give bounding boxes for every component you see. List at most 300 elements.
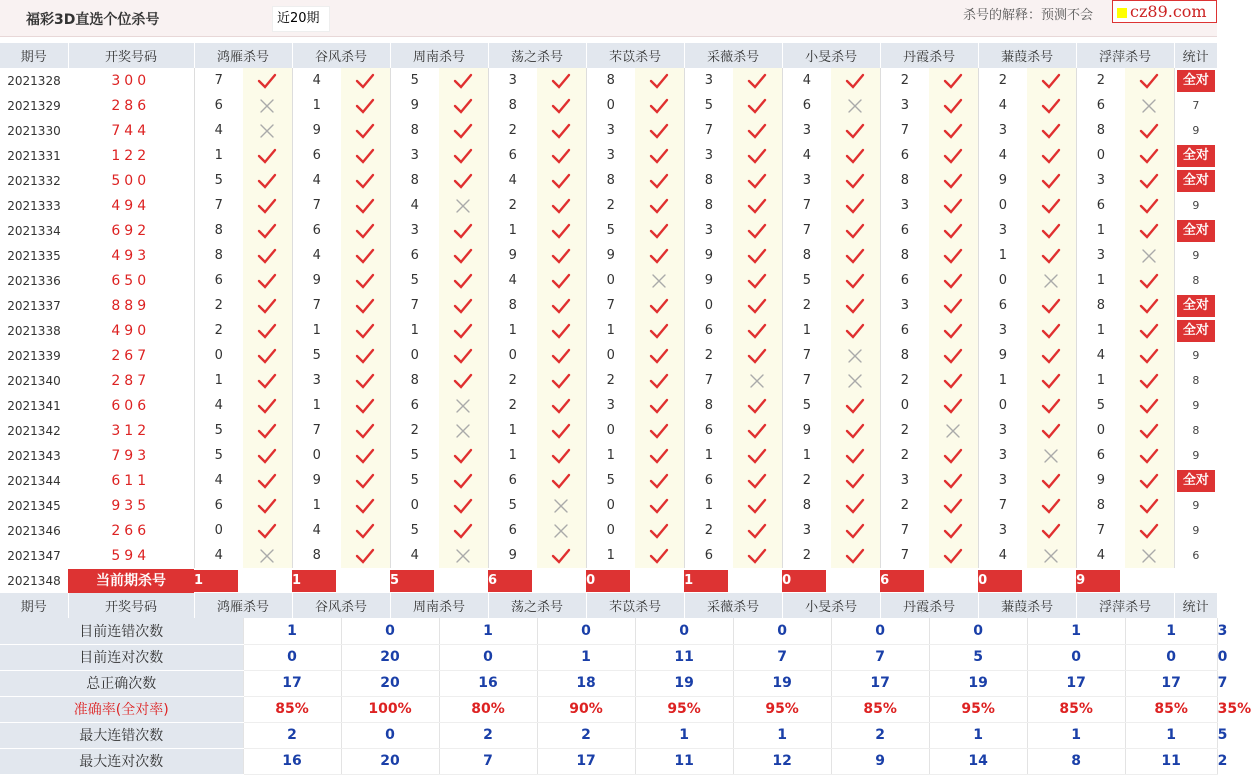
- kill-number: 6: [998, 298, 1008, 313]
- summary-value: 1: [929, 722, 1027, 748]
- check-icon: [1041, 323, 1061, 339]
- check-icon: [943, 523, 963, 539]
- all-correct-badge: 全对: [1177, 170, 1215, 192]
- site-logo[interactable]: [1112, 0, 1217, 23]
- draw-number: 266: [68, 518, 194, 543]
- kill-number: 7: [900, 523, 909, 538]
- check-icon: [1041, 473, 1061, 489]
- hit-mark: [537, 393, 586, 418]
- current-kill-cell: [978, 568, 1076, 593]
- check-icon: [453, 223, 473, 239]
- hit-mark: [1027, 318, 1076, 343]
- current-issue-row: [0, 568, 1217, 593]
- row-stat: [1174, 93, 1217, 118]
- issue-cell: 2021331: [7, 148, 61, 163]
- check-icon: [1041, 498, 1061, 514]
- hit-mark: [635, 518, 684, 543]
- check-icon: [551, 223, 571, 239]
- issue-cell: 2021344: [7, 473, 61, 488]
- kill-number: 6: [508, 473, 517, 488]
- issue-cell: 2021329: [7, 98, 61, 113]
- hit-mark: [341, 543, 390, 568]
- hit-mark: [1027, 68, 1076, 93]
- kill-number: 3: [1096, 173, 1106, 188]
- kill-number: 8: [1096, 298, 1106, 313]
- draw-number: 287: [68, 368, 194, 393]
- hit-mark: [537, 143, 586, 168]
- hit-mark: [1125, 518, 1174, 543]
- draw-number: 312: [68, 418, 194, 443]
- kill-number: 7: [312, 298, 321, 313]
- hit-mark: [635, 243, 684, 268]
- hit-mark: [733, 193, 782, 218]
- kill-number: 3: [606, 148, 615, 163]
- draw-number: 493: [68, 243, 194, 268]
- kill-number: 4: [214, 473, 223, 488]
- hit-mark: [1027, 243, 1076, 268]
- hit-mark: [1125, 468, 1174, 493]
- hit-mark: [537, 68, 586, 93]
- kill-number: 9: [410, 98, 419, 113]
- hit-mark: [537, 293, 586, 318]
- hit-mark: [635, 418, 684, 443]
- kill-number: 8: [606, 173, 615, 188]
- summary-value: 1: [1027, 722, 1125, 748]
- check-icon: [747, 223, 767, 239]
- hit-mark: [537, 193, 586, 218]
- hit-mark: [635, 468, 684, 493]
- hit-mark: [439, 543, 488, 568]
- current-kill-number: 1: [684, 570, 728, 592]
- check-icon: [355, 123, 375, 139]
- row-stat: [1174, 518, 1217, 543]
- hit-mark: [1027, 268, 1076, 293]
- check-icon: [1041, 198, 1061, 214]
- check-icon: [355, 98, 375, 114]
- hit-mark: [439, 268, 488, 293]
- summary-value: 20: [341, 644, 439, 670]
- kill-number: 5: [802, 398, 811, 413]
- summary-value: 0: [243, 644, 341, 670]
- hit-mark: [733, 393, 782, 418]
- current-kill-label: 当前期杀号: [68, 569, 194, 593]
- hit-mark: [733, 93, 782, 118]
- hit-mark: [635, 543, 684, 568]
- kill-number: 1: [606, 548, 615, 563]
- issue-cell: 2021341: [7, 398, 61, 413]
- summary-value: 11: [635, 644, 733, 670]
- hit-mark: [1027, 93, 1076, 118]
- hit-mark: [733, 368, 782, 393]
- kill-number: 8: [900, 348, 909, 363]
- hit-mark: [243, 293, 292, 318]
- current-kill-number: 1: [292, 570, 336, 592]
- kill-number: 3: [998, 448, 1008, 463]
- kill-number: 7: [1096, 523, 1106, 538]
- check-icon: [453, 273, 473, 289]
- check-icon: [747, 273, 767, 289]
- kill-number: 5: [410, 273, 419, 288]
- summary-value: 11: [1125, 748, 1217, 774]
- table-row: [0, 493, 1217, 518]
- hit-mark: [341, 418, 390, 443]
- hit-mark: [243, 368, 292, 393]
- hit-mark: [1027, 168, 1076, 193]
- hit-mark: [831, 518, 880, 543]
- check-icon: [747, 348, 767, 364]
- table-row: [0, 243, 1217, 268]
- kill-number: 8: [214, 248, 223, 263]
- check-icon: [1041, 73, 1061, 89]
- hit-mark: [831, 268, 880, 293]
- hit-mark: [635, 318, 684, 343]
- kill-number: 8: [900, 173, 909, 188]
- check-icon: [845, 523, 865, 539]
- correct-count: 9: [1192, 449, 1200, 462]
- check-icon: [1041, 223, 1061, 239]
- summary-value: 85%: [243, 696, 341, 722]
- current-kill-cell: [1076, 568, 1174, 593]
- kill-number: 1: [802, 323, 811, 338]
- summary-value: 7: [831, 644, 929, 670]
- hit-mark: [635, 368, 684, 393]
- kill-number: 3: [802, 523, 811, 538]
- check-icon: [1139, 423, 1159, 439]
- draw-number: 122: [68, 143, 194, 168]
- hit-mark: [439, 468, 488, 493]
- hit-mark: [733, 518, 782, 543]
- draw-number: 889: [68, 293, 194, 318]
- kill-number: 1: [606, 323, 615, 338]
- hit-mark: [929, 243, 978, 268]
- check-icon: [551, 123, 571, 139]
- col-header-expert: 丹霞杀号: [880, 593, 978, 618]
- current-kill-number: 9: [1076, 570, 1120, 592]
- current-kill-number: 0: [978, 570, 1022, 592]
- kill-number: 0: [508, 348, 517, 363]
- kill-number: 7: [410, 298, 419, 313]
- check-icon: [1139, 523, 1159, 539]
- row-stat: [1174, 318, 1217, 343]
- kill-number: 3: [998, 223, 1008, 238]
- check-icon: [551, 548, 571, 564]
- kill-number: 4: [508, 173, 517, 188]
- hit-mark: [1125, 143, 1174, 168]
- summary-value: 0: [439, 644, 537, 670]
- summary-value: 2: [243, 722, 341, 748]
- cross-icon: [649, 273, 669, 289]
- correct-count: 8: [1192, 274, 1200, 287]
- check-icon: [747, 473, 767, 489]
- logo-square-icon: [1117, 8, 1127, 18]
- check-icon: [355, 223, 375, 239]
- check-icon: [355, 248, 375, 264]
- check-icon: [649, 398, 669, 414]
- kill-number: 6: [802, 98, 811, 113]
- check-icon: [257, 523, 277, 539]
- hit-mark: [1125, 318, 1174, 343]
- hit-mark: [929, 468, 978, 493]
- check-icon: [845, 73, 865, 89]
- check-icon: [1139, 473, 1159, 489]
- check-icon: [1139, 298, 1159, 314]
- check-icon: [257, 423, 277, 439]
- col-header-stat: 统计: [1174, 593, 1217, 618]
- hit-mark: [1125, 193, 1174, 218]
- check-icon: [1041, 148, 1061, 164]
- check-icon: [943, 548, 963, 564]
- kill-number: 3: [410, 148, 419, 163]
- draw-number: 611: [68, 468, 194, 493]
- kill-number: 7: [312, 198, 321, 213]
- check-icon: [355, 548, 375, 564]
- hit-mark: [243, 318, 292, 343]
- summary-value: 90%: [537, 696, 635, 722]
- kill-number: 2: [900, 73, 909, 88]
- kill-number: 4: [214, 398, 223, 413]
- check-icon: [747, 423, 767, 439]
- hit-mark: [733, 118, 782, 143]
- table-row: [0, 193, 1217, 218]
- cross-icon: [845, 348, 865, 364]
- issue-cell: 2021339: [7, 348, 61, 363]
- check-icon: [649, 323, 669, 339]
- kill-number: 7: [998, 498, 1008, 513]
- period-selector[interactable]: 近20期: [272, 6, 330, 32]
- kill-number: 6: [1096, 198, 1106, 213]
- check-icon: [257, 298, 277, 314]
- cross-icon: [845, 98, 865, 114]
- kill-number: 0: [606, 523, 615, 538]
- check-icon: [453, 473, 473, 489]
- hit-mark: [1125, 393, 1174, 418]
- cross-icon: [747, 373, 767, 389]
- hit-mark: [635, 443, 684, 468]
- correct-count: 9: [1192, 524, 1200, 537]
- check-icon: [355, 148, 375, 164]
- hit-mark: [439, 318, 488, 343]
- hit-mark: [537, 518, 586, 543]
- kill-number: 8: [802, 498, 811, 513]
- row-stat: [1174, 468, 1217, 493]
- kill-number: 8: [1096, 498, 1106, 513]
- hit-mark: [929, 318, 978, 343]
- kill-number: 2: [214, 298, 223, 313]
- kill-number: 8: [704, 198, 713, 213]
- hit-mark: [439, 243, 488, 268]
- check-icon: [649, 448, 669, 464]
- check-icon: [257, 373, 277, 389]
- check-icon: [551, 323, 571, 339]
- kill-number: 8: [1096, 123, 1106, 138]
- check-icon: [943, 98, 963, 114]
- hit-mark: [831, 318, 880, 343]
- row-stat: [1174, 393, 1217, 418]
- summary-value: 12: [733, 748, 831, 774]
- kill-number: 8: [508, 298, 517, 313]
- current-kill-number: 0: [782, 570, 826, 592]
- hit-mark: [341, 168, 390, 193]
- col-header-expert: 谷风杀号: [292, 593, 390, 618]
- kill-number: 5: [214, 423, 223, 438]
- hit-mark: [341, 293, 390, 318]
- kill-number: 9: [704, 273, 713, 288]
- hit-mark: [537, 268, 586, 293]
- hit-mark: [831, 368, 880, 393]
- check-icon: [1139, 448, 1159, 464]
- hit-mark: [537, 168, 586, 193]
- kill-number: 6: [410, 398, 419, 413]
- kill-number: 5: [802, 273, 811, 288]
- kill-number: 0: [214, 523, 223, 538]
- hit-mark: [733, 268, 782, 293]
- summary-value: 17: [537, 748, 635, 774]
- hit-mark: [1125, 493, 1174, 518]
- kill-number: 4: [998, 148, 1008, 163]
- kill-number: 4: [410, 198, 419, 213]
- kill-number: 1: [312, 498, 321, 513]
- hit-mark: [1125, 268, 1174, 293]
- kill-number: 1: [998, 373, 1008, 388]
- hit-mark: [439, 518, 488, 543]
- check-icon: [355, 348, 375, 364]
- check-icon: [551, 148, 571, 164]
- hit-mark: [1027, 193, 1076, 218]
- current-kill-number: 1: [194, 570, 238, 592]
- issue-cell: 2021347: [7, 548, 61, 563]
- check-icon: [551, 273, 571, 289]
- kill-number: 1: [214, 148, 223, 163]
- kill-number: 3: [508, 73, 517, 88]
- check-icon: [257, 148, 277, 164]
- kill-number: 5: [410, 523, 419, 538]
- summary-value: 95%: [733, 696, 831, 722]
- summary-label: 最大连错次数: [0, 722, 243, 748]
- check-icon: [747, 123, 767, 139]
- hit-mark: [929, 168, 978, 193]
- kill-number: 4: [1096, 348, 1106, 363]
- kill-number: 1: [312, 398, 321, 413]
- all-correct-badge: 全对: [1177, 145, 1215, 167]
- check-icon: [453, 148, 473, 164]
- kill-number: 8: [508, 98, 517, 113]
- cross-icon: [257, 548, 277, 564]
- hit-mark: [831, 243, 880, 268]
- kill-number: 6: [900, 273, 909, 288]
- ticker-text: 杀号的解释：预测不会: [963, 8, 1094, 23]
- hit-mark: [733, 343, 782, 368]
- check-icon: [845, 423, 865, 439]
- check-icon: [257, 348, 277, 364]
- col-header-expert: 蒹葭杀号: [978, 43, 1076, 68]
- check-icon: [649, 73, 669, 89]
- kill-number: 3: [802, 173, 811, 188]
- draw-number: 490: [68, 318, 194, 343]
- check-icon: [453, 323, 473, 339]
- hit-mark: [831, 393, 880, 418]
- check-icon: [1041, 398, 1061, 414]
- correct-count: 9: [1192, 124, 1200, 137]
- current-kill-number: 6: [880, 570, 924, 592]
- check-icon: [649, 173, 669, 189]
- kill-number: 2: [606, 373, 615, 388]
- table-row: [0, 218, 1217, 243]
- kill-number: 0: [606, 273, 615, 288]
- current-kill-number: 5: [390, 570, 434, 592]
- check-icon: [453, 498, 473, 514]
- hit-mark: [635, 293, 684, 318]
- hit-mark: [929, 118, 978, 143]
- issue-cell: 2021337: [7, 298, 61, 313]
- hit-mark: [1125, 118, 1174, 143]
- kill-number: 0: [1096, 423, 1106, 438]
- issue-cell: 2021336: [7, 273, 61, 288]
- summary-value: 1: [1125, 722, 1217, 748]
- check-icon: [943, 373, 963, 389]
- kill-number: 5: [214, 173, 223, 188]
- summary-label: 准确率(全对率): [0, 696, 243, 722]
- cross-icon: [1041, 273, 1061, 289]
- check-icon: [845, 473, 865, 489]
- kill-number: 3: [606, 123, 615, 138]
- hit-mark: [243, 468, 292, 493]
- row-stat: [1174, 193, 1217, 218]
- summary-value: 17: [243, 670, 341, 696]
- hit-mark: [243, 518, 292, 543]
- check-icon: [649, 123, 669, 139]
- summary-value: 1: [537, 644, 635, 670]
- hit-mark: [537, 493, 586, 518]
- check-icon: [453, 248, 473, 264]
- kill-number: 6: [1096, 98, 1106, 113]
- kill-number: 6: [214, 273, 223, 288]
- current-kill-number: 6: [488, 570, 532, 592]
- check-icon: [257, 473, 277, 489]
- cross-icon: [551, 498, 571, 514]
- col-header-expert: 芣苡杀号: [586, 43, 684, 68]
- kill-number: 4: [312, 173, 321, 188]
- check-icon: [943, 473, 963, 489]
- kill-number: 3: [900, 473, 909, 488]
- kill-number: 9: [802, 423, 811, 438]
- check-icon: [747, 548, 767, 564]
- hit-mark: [1027, 543, 1076, 568]
- hit-mark: [635, 93, 684, 118]
- check-icon: [257, 398, 277, 414]
- summary-value: 20: [341, 670, 439, 696]
- kill-number: 7: [900, 123, 909, 138]
- check-icon: [747, 148, 767, 164]
- kill-number: 3: [704, 73, 713, 88]
- cross-icon: [1139, 248, 1159, 264]
- kill-number: 1: [1096, 273, 1106, 288]
- summary-value: 1: [635, 722, 733, 748]
- kill-number: 2: [802, 298, 811, 313]
- issue-cell: 2021343: [7, 448, 61, 463]
- hit-mark: [929, 293, 978, 318]
- hit-mark: [439, 118, 488, 143]
- hit-mark: [537, 218, 586, 243]
- hit-mark: [929, 193, 978, 218]
- hit-mark: [733, 68, 782, 93]
- issue-cell: 2021328: [7, 73, 61, 88]
- check-icon: [1139, 398, 1159, 414]
- issue-cell: 2021334: [7, 223, 61, 238]
- col-header-expert: 采薇杀号: [684, 593, 782, 618]
- summary-value: 19: [929, 670, 1027, 696]
- summary-value: 17: [1125, 670, 1217, 696]
- kill-number: 0: [998, 198, 1008, 213]
